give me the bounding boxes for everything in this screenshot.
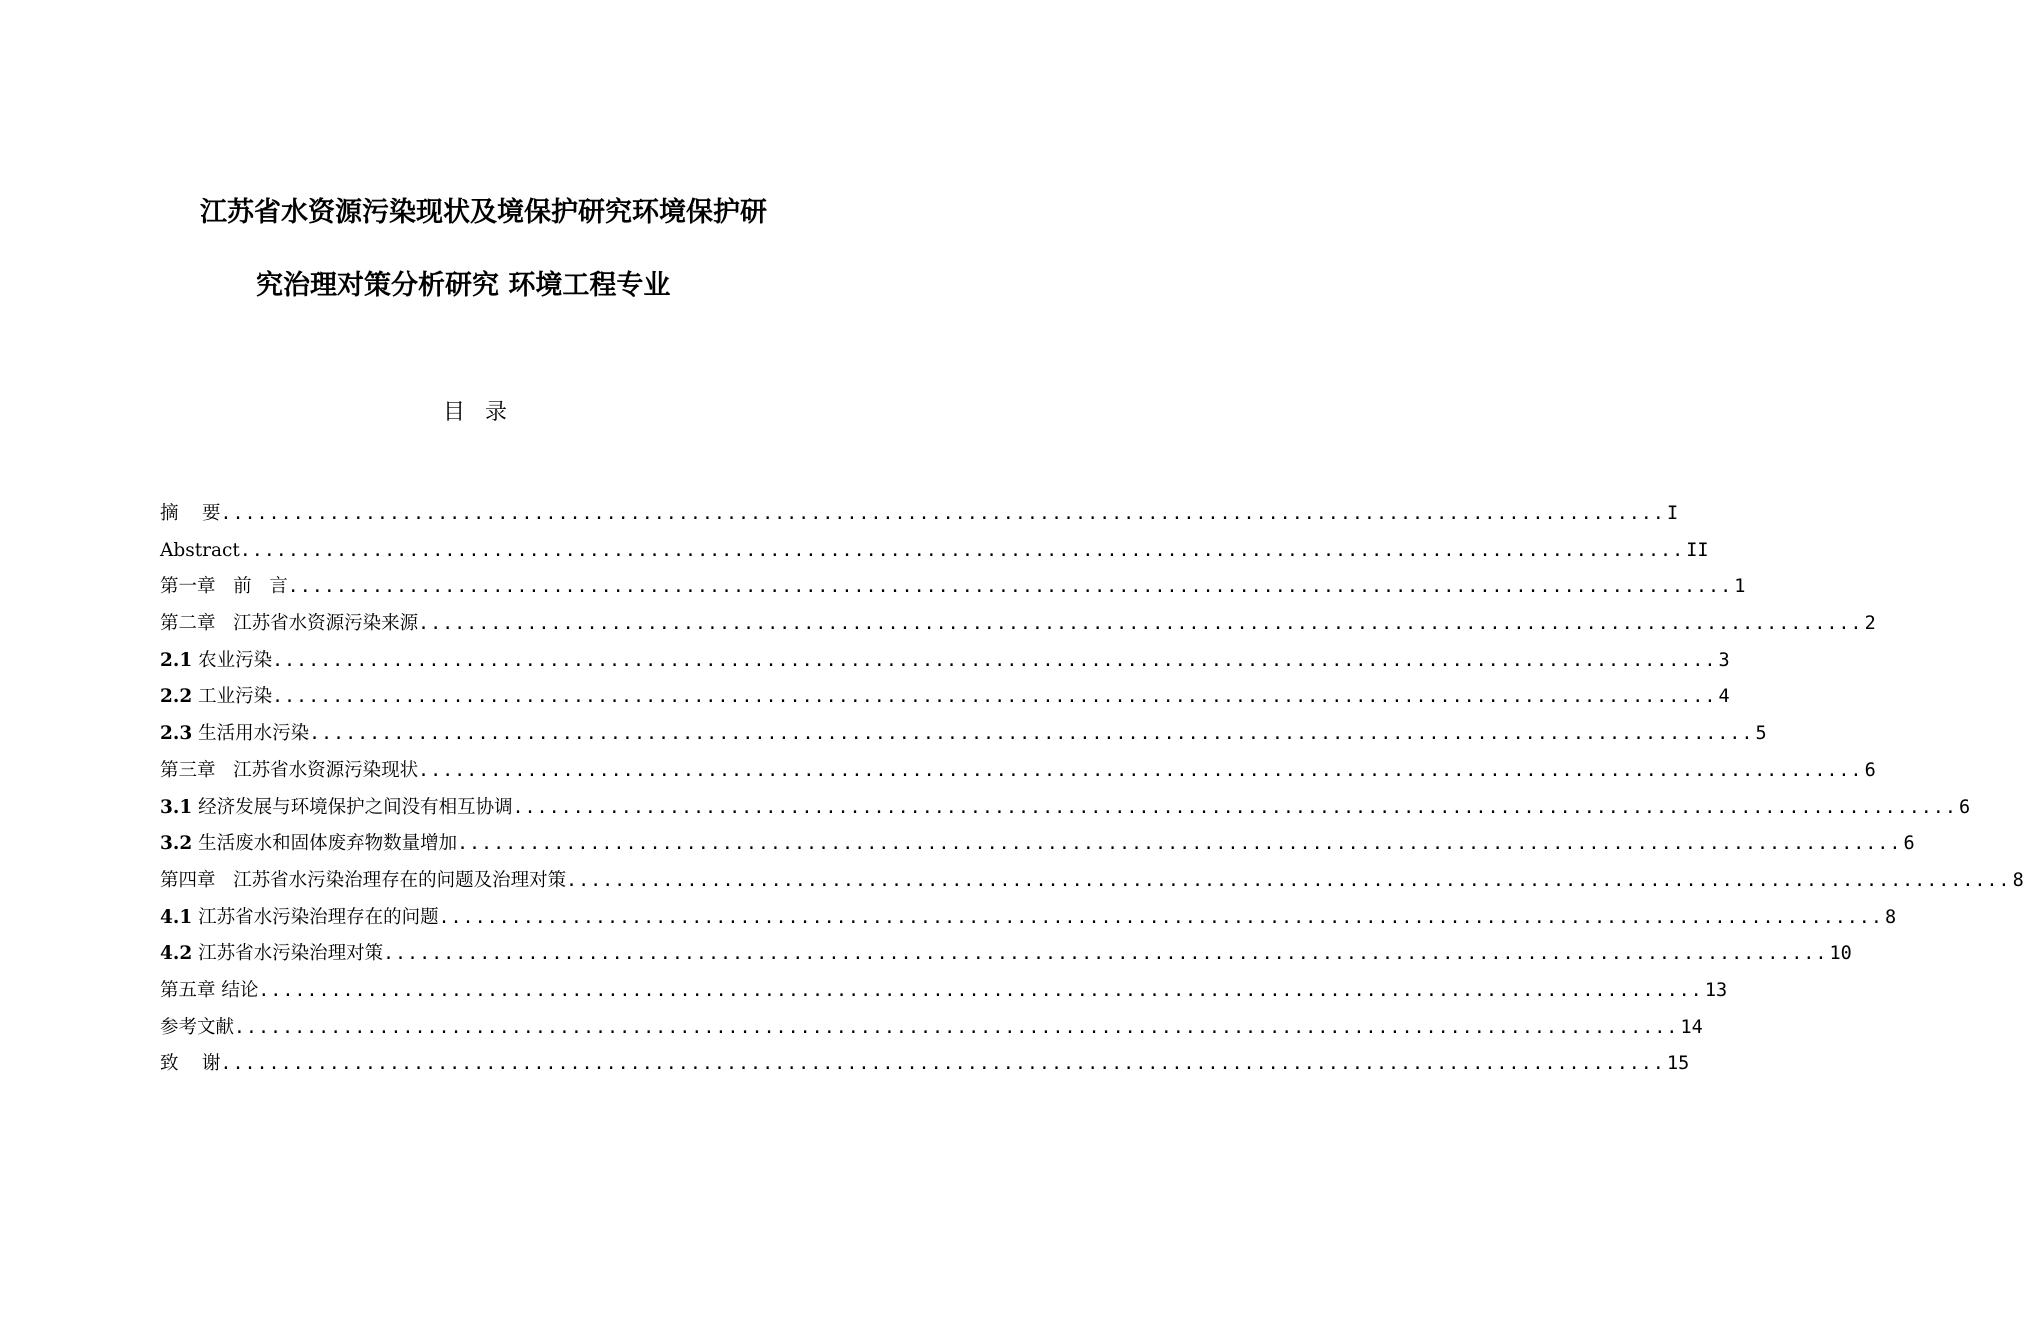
toc-entry-label: 2.1 农业污染 [160,649,273,671]
toc-entry-page: 13 [1704,979,1728,1001]
toc-section-number: 3.1 [160,796,193,818]
toc-entry-label: 3.2 生活废水和固体废弃物数量增加 [160,833,458,855]
toc-leader-dots: ........................................................................................................................ [287,576,1733,598]
toc-entry-page: 14 [1680,1016,1703,1038]
toc-entry-section-3-1[interactable] [160,790,1971,827]
toc-entry-page: 6 [1903,833,1915,855]
toc-entry-page: 2 [1864,613,1876,635]
toc-entry-abstract-en[interactable] [160,533,1709,570]
toc-leader-dots: ........................................................................................................................ [234,1016,1679,1038]
toc-entry-chapter-3[interactable] [160,753,1876,790]
toc-entry-abstract-cn[interactable] [160,496,1679,533]
toc-section-number: 3.2 [160,833,193,855]
document-title-line-1: 江苏省水资源污染现状及境保护研究环境保护研 [200,197,767,228]
toc-heading: 目录 [442,400,527,425]
toc-entry-chapter-2[interactable] [160,606,1876,643]
toc-leader-dots: ........................................................................................................................ [512,796,1958,818]
toc-entry-page: 6 [1864,759,1876,781]
toc-leader-dots: ........................................................................................................................ [438,906,1884,928]
toc-entry-chapter-1[interactable] [160,569,1746,606]
toc-leader-dots: ........................................................................................................................ [258,979,1703,1001]
toc-entry-label: 2.3 生活用水污染 [160,723,310,745]
toc-entry-chapter-4[interactable] [160,863,2024,900]
toc-entry-page: II [1686,539,1709,561]
toc-section-number: 2.2 [160,686,193,708]
toc-leader-dots: ........................................................................................................................ [272,686,1717,708]
toc-leader-dots: ........................................................................................................................ [418,759,1863,781]
toc-entry-section-2-1[interactable] [160,643,1730,680]
toc-entry-label: 第二章 江苏省水资源污染来源 [160,613,419,635]
toc-leader-dots: ........................................................................................................................ [383,943,1828,965]
toc-entry-page: 5 [1755,723,1767,745]
toc-entry-label: 第一章 前 言 [160,576,288,598]
toc-entry-page: 8 [1885,906,1897,928]
toc-entry-page: 8 [2012,869,2024,891]
document-title-line-2: 究治理对策分析研究 环境工程专业 [256,270,671,301]
toc-entry-page: 15 [1666,1053,1690,1075]
table-of-contents [160,496,2024,1083]
toc-leader-dots: ........................................................................................................................ [220,503,1665,524]
toc-section-number: 2.1 [160,649,193,671]
toc-entry-section-2-2[interactable] [160,679,1730,716]
toc-entry-section-3-2[interactable] [160,826,1915,863]
toc-entry-label: 第四章 江苏省水污染治理存在的问题及治理对策 [160,869,567,891]
toc-entry-page: I [1666,503,1679,524]
toc-entry-label: 第三章 江苏省水资源污染现状 [160,759,419,781]
toc-leader-dots: ........................................................................................................................ [457,833,1902,855]
toc-entry-label: 摘 要 [160,503,221,524]
toc-entry-references[interactable] [160,1010,1703,1047]
toc-leader-dots: ........................................................................................................................ [418,613,1863,635]
toc-entry-label: 4.1 江苏省水污染治理存在的问题 [160,906,439,928]
toc-leader-dots: ........................................................................................................................ [220,1053,1665,1075]
toc-entry-label: 致 谢 [160,1053,221,1075]
toc-entry-label: Abstract [160,539,240,561]
toc-leader-dots: ........................................................................................................................ [239,539,1685,561]
toc-leader-dots: ........................................................................................................................ [309,723,1754,745]
toc-section-number: 4.2 [160,943,193,965]
toc-leader-dots: ........................................................................................................................ [272,649,1717,671]
toc-entry-section-2-3[interactable] [160,716,1767,753]
toc-entry-page: 1 [1734,576,1746,598]
toc-entry-acknowledgements[interactable] [160,1046,1690,1083]
toc-leader-dots: ........................................................................................................................ [566,869,2011,891]
toc-entry-label: 3.1 经济发展与环境保护之间没有相互协调 [160,796,513,818]
toc-entry-label: 第五章 结论 [160,979,259,1001]
toc-entry-label: 2.2 工业污染 [160,686,273,708]
toc-entry-label: 4.2 江苏省水污染治理对策 [160,943,384,965]
toc-entry-chapter-5[interactable] [160,973,1728,1010]
toc-entry-page: 3 [1718,649,1730,671]
toc-entry-page: 10 [1829,943,1852,965]
toc-entry-page: 4 [1718,686,1730,708]
toc-entry-section-4-1[interactable] [160,900,1897,937]
toc-section-number: 4.1 [160,906,193,928]
toc-entry-page: 6 [1959,796,1971,818]
toc-entry-label: 参考文献 [160,1016,235,1038]
toc-entry-section-4-2[interactable] [160,936,1852,973]
toc-section-number: 2.3 [160,723,193,745]
